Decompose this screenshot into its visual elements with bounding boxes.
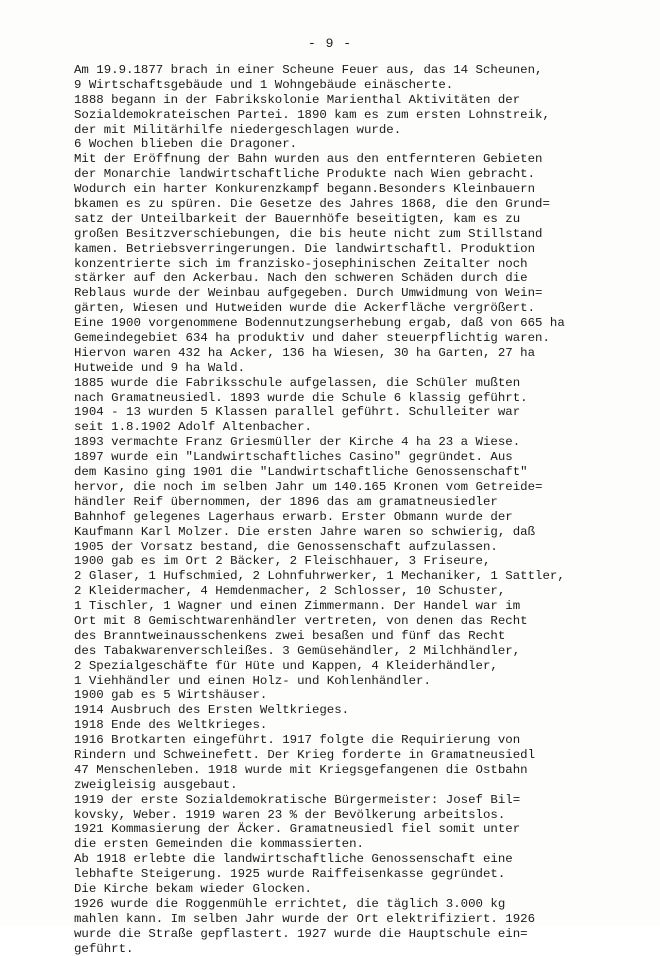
text-line: 1900 gab es im Ort 2 Bäcker, 2 Fleischhauer, 3 Friseure, <box>74 554 491 569</box>
text-line: zweigleisig ausgebaut. <box>74 777 238 792</box>
text-line: Hutweide und 9 ha Wald. <box>74 360 246 375</box>
text-line: großen Besitzverschiebungen, die bis heute nicht zum Stillstand <box>74 226 543 241</box>
text-line: Wodurch ein harter Konkurenzkampf begann.Besonders Kleinbauern <box>74 182 536 197</box>
text-line: 1926 wurde die Roggenmühle errichtet, die täglich 3.000 kg <box>74 896 506 911</box>
text-line: Kaufmann Karl Molzer. Die ersten Jahre waren so schwierig, daß <box>74 524 536 539</box>
text-line: konzentrierte sich im franzisko-josephinischen Zeitalter noch <box>74 256 528 271</box>
text-line: die ersten Gemeinden die kommassierten. <box>74 837 364 852</box>
text-line: 1916 Brotkarten eingeführt. 1917 folgte die Requirierung von <box>74 733 521 748</box>
text-line: kamen. Betriebsverringerungen. Die landwirtschaftl. Produktion <box>74 241 536 256</box>
text-line: 1905 der Vorsatz bestand, die Genossenschaft aufzulassen. <box>74 539 498 554</box>
text-line: bkamen es zu spüren. Die Gesetze des Jahres 1868, die den Grund= <box>74 197 550 212</box>
text-line: 1904 - 13 wurden 5 Klassen parallel geführt. Schulleiter war <box>74 405 521 420</box>
text-line: Die Kirche bekam wieder Glocken. <box>74 881 312 896</box>
text-line: satz der Unteilbarkeit der Bauernhöfe beseitigten, kam es zu <box>74 211 521 226</box>
text-line: 1 Tischler, 1 Wagner und einen Zimmermann. Der Handel war im <box>74 599 521 614</box>
text-line: Mit der Eröffnung der Bahn wurden aus den entfernteren Gebieten <box>74 152 543 167</box>
text-line: 2 Kleidermacher, 4 Hemdenmacher, 2 Schlosser, 10 Schuster, <box>74 584 506 599</box>
text-line: Bahnhof gelegenes Lagerhaus erwarb. Erster Obmann wurde der <box>74 509 513 524</box>
text-line: stärker auf den Ackerbau. Nach den schweren Schäden durch die <box>74 271 528 286</box>
text-line: 2 Glaser, 1 Hufschmied, 2 Lohnfuhrwerker, 1 Mechaniker, 1 Sattler, <box>74 569 565 584</box>
text-line: Eine 1900 vorgenommene Bodennutzungserhebung ergab, daß von 665 ha <box>74 316 565 331</box>
text-line: geführt. <box>74 941 134 956</box>
text-line: Sozialdemokrateischen Partei. 1890 kam es zum ersten Lohnstreik, <box>74 107 550 122</box>
text-line: 1914 Ausbruch des Ersten Weltkrieges. <box>74 703 350 718</box>
text-line: Hiervon waren 432 ha Acker, 136 ha Wiesen, 30 ha Garten, 27 ha <box>74 345 536 360</box>
text-line: 1900 gab es 5 Wirtshäuser. <box>74 688 268 703</box>
page-number: - 9 - <box>307 36 352 51</box>
text-line: dem Kasino ging 1901 die "Landwirtschaftliche Genossenschaft" <box>74 465 528 480</box>
text-line: kovsky, Weber. 1919 waren 23 % der Bevölkerung arbeitslos. <box>74 807 506 822</box>
text-line: seit 1.8.1902 Adolf Altenbacher. <box>74 420 312 435</box>
text-line: des Tabakwarenverschleißes. 3 Gemüsehändler, 2 Milchhändler, <box>74 643 521 658</box>
text-line: gärten, Wiesen und Hutweiden wurde die Ackerfläche vergrößert. <box>74 301 536 316</box>
text-line: wurde die Straße gepflastert. 1927 wurde die Hauptschule ein= <box>74 926 528 941</box>
text-line: nach Gramatneusiedl. 1893 wurde die Schule 6 klassig geführt. <box>74 390 528 405</box>
text-line: 1897 wurde ein "Landwirtschaftliches Casino" gegründet. Aus <box>74 450 513 465</box>
text-line: Ort mit 8 Gemischtwarenhändler vertreten, von denen das Recht <box>74 613 528 628</box>
text-line: des Branntweinausschenkens zwei besaßen und fünf das Recht <box>74 628 506 643</box>
text-line: Reblaus wurde der Weinbau aufgegeben. Durch Umwidmung von Wein= <box>74 286 543 301</box>
text-line: der Monarchie landwirtschaftliche Produkte nach Wien gebracht. <box>74 167 536 182</box>
text-line: 6 Wochen blieben die Dragoner. <box>74 137 298 152</box>
text-line: 1921 Kommasierung der Äcker. Gramatneusiedl fiel somit unter <box>74 822 521 837</box>
text-line: 1888 begann in der Fabrikskolonie Marienthal Aktivitäten der <box>74 92 521 107</box>
text-line: 1919 der erste Sozialdemokratische Bürgermeister: Josef Bil= <box>74 792 521 807</box>
text-line: 9 Wirtschaftsgebäude und 1 Wohngebäude einäscherte. <box>74 77 454 92</box>
text-line: hervor, die noch im selben Jahr um 140.165 Kronen vom Getreide= <box>74 479 543 494</box>
text-line: Ab 1918 erlebte die landwirtschaftliche Genossenschaft eine <box>74 852 513 867</box>
text-line: 1885 wurde die Fabriksschule aufgelassen, die Schüler mußten <box>74 375 521 390</box>
text-line: 1 Viehhändler und einen Holz- und Kohlenhändler. <box>74 673 431 688</box>
body-text <box>74 63 654 956</box>
text-line: 1918 Ende des Weltkrieges. <box>74 718 268 733</box>
text-line: 1893 vermachte Franz Griesmüller der Kirche 4 ha 23 a Wiese. <box>74 435 521 450</box>
text-line: Am 19.9.1877 brach in einer Scheune Feuer aus, das 14 Scheunen, <box>74 63 543 77</box>
text-line: Rindern und Schweinefett. Der Krieg forderte in Gramatneusiedl <box>74 747 536 762</box>
text-line: mahlen kann. Im selben Jahr wurde der Ort elektrifiziert. 1926 <box>74 911 536 926</box>
text-line: 2 Spezialgeschäfte für Hüte und Kappen, 4 Kleiderhändler, <box>74 658 498 673</box>
text-line: Gemeindegebiet 634 ha produktiv und daher steuerpflichtig waren. <box>74 331 550 346</box>
text-line: 47 Menschenleben. 1918 wurde mit Kriegsgefangenen die Ostbahn <box>74 762 528 777</box>
text-line: händler Reif übernommen, der 1896 das am gramatneusiedler <box>74 494 498 509</box>
text-line: lebhafte Steigerung. 1925 wurde Raiffeisenkasse gegründet. <box>74 867 506 882</box>
text-line: der mit Militärhilfe niedergeschlagen wurde. <box>74 122 402 137</box>
